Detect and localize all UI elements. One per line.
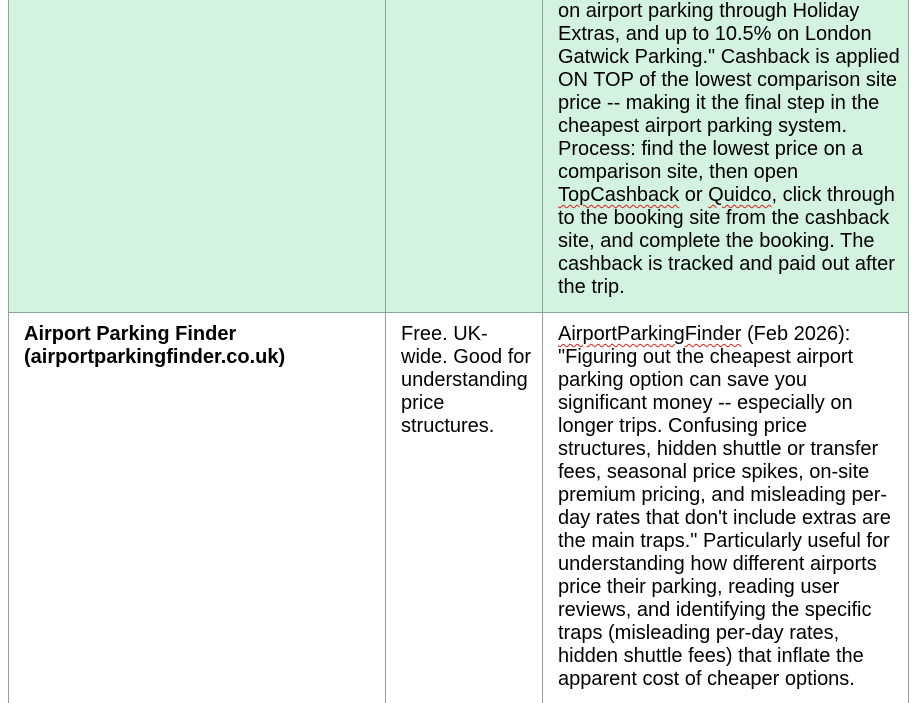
site-name-cell	[8, 313, 385, 703]
details-text: , click through to the booking site from the cashback site, and complete the booking. The cashback is tracked and paid out after the trip.	[558, 184, 895, 298]
details-text: (Feb 2026): "Figuring out the cheapest airport parking option can save you significant money -- especially on longer trips. Confusing price structures, hidden shuttle or transfer fees, seasonal price spikes, on-site premium pricing, and misleading per-day rates that don't include extras are the main traps." Particularly useful for understanding how different airports price their parking, reading user reviews, and identifying the specific traps (misleading per-day rates, hidden shuttle fees) that inflate the apparent cost of cheaper options.	[558, 323, 891, 690]
brand-name: TopCashback	[558, 184, 680, 206]
brand-name: AirportParkingFinder	[558, 323, 742, 345]
summary-cell	[385, 0, 542, 312]
table-row	[8, 313, 909, 703]
site-name-cell	[8, 0, 385, 312]
details-cell	[542, 313, 909, 703]
summary-text: Free. UK-wide. Good for understanding price structures.	[401, 323, 532, 437]
site-name: Airport Parking Finder (airportparkingfinder.co.uk)	[24, 323, 286, 368]
details-cell	[542, 0, 909, 312]
details-text: or	[679, 184, 709, 206]
brand-name: Quidco	[708, 184, 772, 206]
details-text: on airport parking through Holiday Extras, and up to 10.5% on London Gatwick Parking." Cashback is applied ON TOP of the lowest comparison site price -- making it the final step in the cheapest airport parking system. Process: find the lowest price on a comparison site, then open	[558, 0, 900, 183]
table-row	[8, 0, 909, 313]
summary-cell	[385, 313, 542, 703]
